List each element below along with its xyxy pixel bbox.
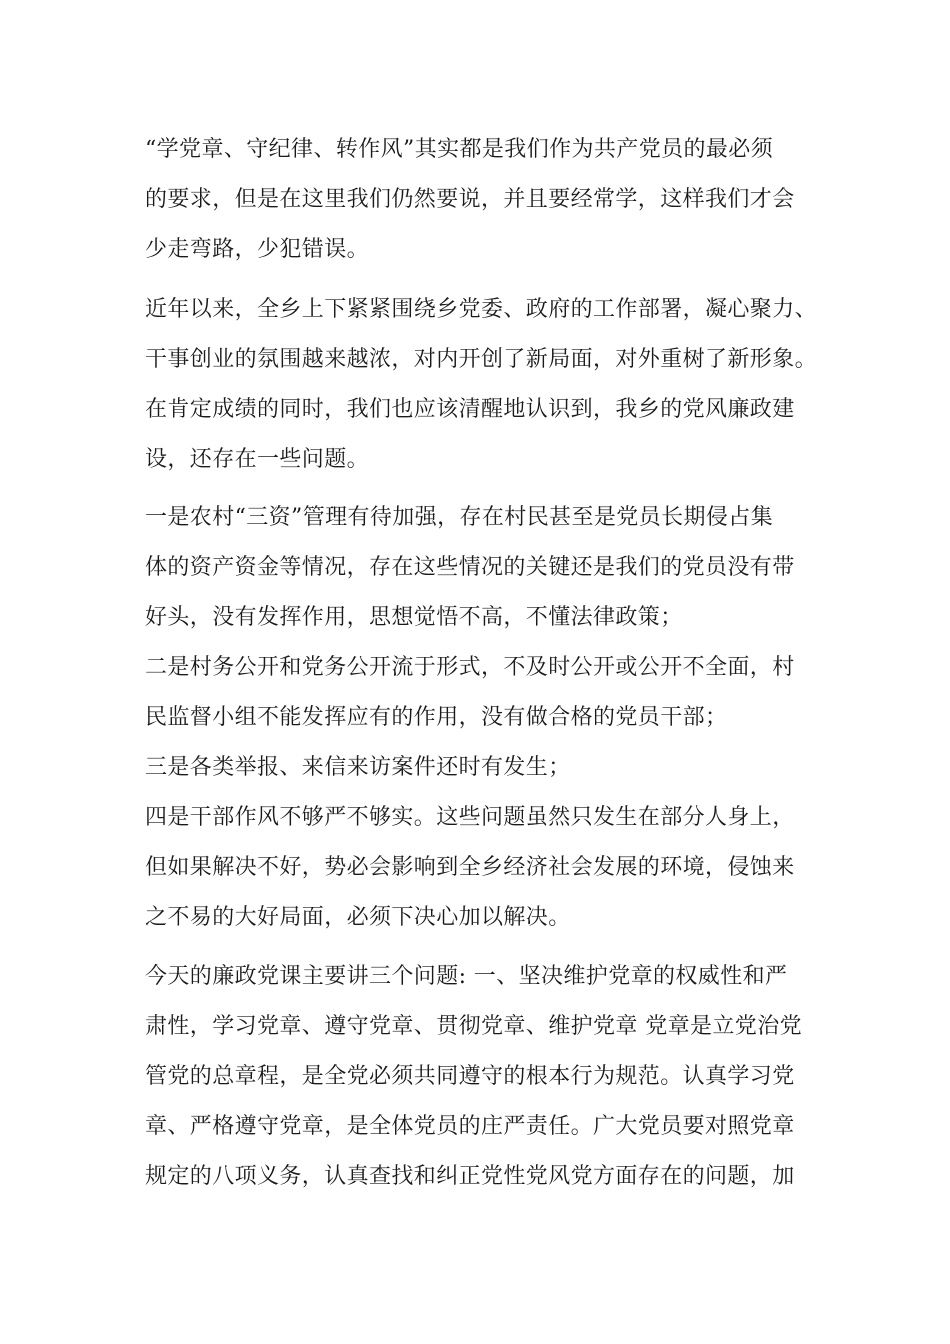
paragraph-1-line-3: 少走弯路，少犯错误。 — [145, 237, 370, 262]
paragraph-1-line-1: “学党章、守纪律、转作风”其实都是我们作为共产党员的最必须 — [145, 137, 774, 162]
paragraph-3-line-2: 体的资产资金等情况，存在这些情况的关键还是我们的党员没有带 — [145, 555, 795, 580]
paragraph-5-line-1: 三是各类举报、来信来访案件还时有发生； — [145, 755, 571, 780]
paragraph-2-line-1: 近年以来，全乡上下紧紧围绕乡党委、政府的工作部署，凝心聚力、 — [145, 297, 818, 322]
paragraph-7-line-2: 肃性，学习党章、遵守党章、贯彻党章、维护党章 党章是立党治党 — [145, 1014, 802, 1039]
paragraph-7-line-3: 管党的总章程，是全党必须共同遵守的根本行为规范。认真学习党 — [145, 1064, 795, 1089]
paragraph-7-line-5: 规定的八项义务，认真查找和纠正党性党风党方面存在的问题，加 — [145, 1164, 795, 1189]
paragraph-3-line-1: 一是农村“三资”管理有待加强，存在村民甚至是党员长期侵占集 — [145, 505, 774, 530]
paragraph-6-line-1: 四是干部作风不够严不够实。这些问题虽然只发生在部分人身上， — [145, 805, 795, 830]
paragraph-3-line-3: 好头，没有发挥作用，思想觉悟不高，不懂法律政策； — [145, 605, 683, 630]
paragraph-4-line-1: 二是村务公开和党务公开流于形式，不及时公开或公开不全面，村 — [145, 655, 795, 680]
paragraph-7-line-4: 章、严格遵守党章，是全体党员的庄严责任。广大党员要对照党章 — [145, 1114, 795, 1139]
paragraph-1-line-2: 的要求，但是在这里我们仍然要说，并且要经常学，这样我们才会 — [145, 187, 795, 212]
paragraph-7-line-1: 今天的廉政党课主要讲三个问题: 一、坚决维护党章的权威性和严 — [145, 964, 788, 989]
paragraph-2-line-4: 设，还存在一些问题。 — [145, 447, 370, 472]
paragraph-6-line-2: 但如果解决不好，势必会影响到全乡经济社会发展的环境，侵蚀来 — [145, 855, 795, 880]
paragraph-2-line-2: 干事创业的氛围越来越浓，对内开创了新局面，对外重树了新形象。 — [145, 347, 818, 372]
paragraph-2-line-3: 在肯定成绩的同时，我们也应该清醒地认识到，我乡的党风廉政建 — [145, 397, 795, 422]
paragraph-4-line-2: 民监督小组不能发挥应有的作用，没有做合格的党员干部； — [145, 705, 728, 730]
paragraph-6-line-3: 之不易的大好局面，必须下决心加以解决。 — [145, 905, 571, 930]
